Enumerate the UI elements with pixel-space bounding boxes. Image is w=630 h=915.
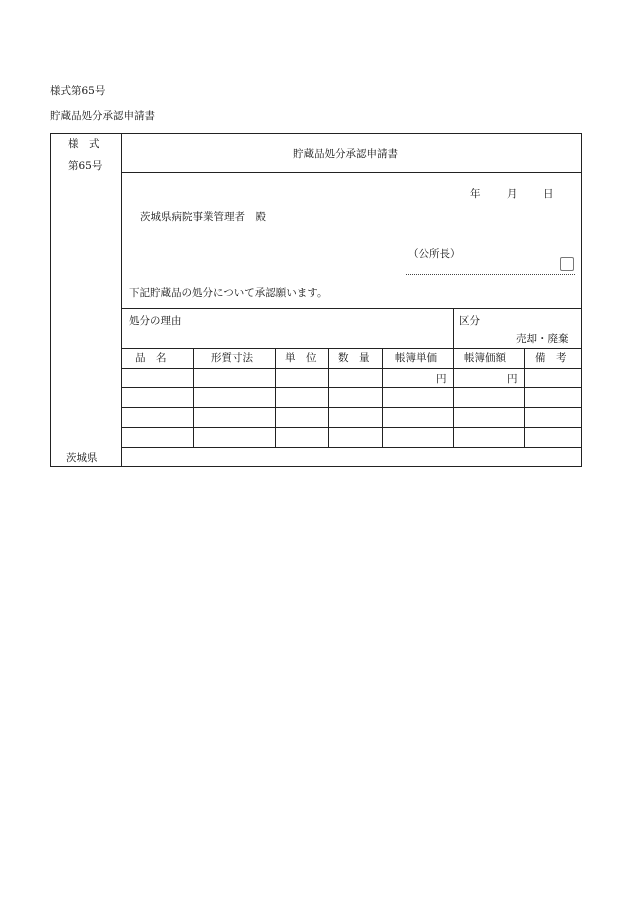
table-col-divider-4 bbox=[382, 348, 383, 448]
form-border-bottom bbox=[50, 466, 582, 467]
table-col-divider-2 bbox=[275, 348, 276, 448]
request-text: 下記貯蔵品の処分について承認願います。 bbox=[129, 287, 328, 299]
table-col-divider-1 bbox=[193, 348, 194, 448]
table-row-1-bottom bbox=[121, 387, 582, 388]
form-border-left bbox=[50, 133, 51, 467]
col-header-book-unit-price: 帳簿単価 bbox=[395, 352, 437, 364]
col-header-remarks: 備 考 bbox=[535, 352, 567, 364]
table-col-divider-6 bbox=[524, 348, 525, 448]
table-header-bottom bbox=[121, 368, 582, 369]
reason-row-bottom bbox=[121, 348, 582, 349]
left-label-style: 様 式 bbox=[68, 138, 100, 150]
col-header-dimensions: 形質寸法 bbox=[211, 352, 253, 364]
date-year-label: 年 bbox=[470, 188, 481, 200]
addressee: 茨城県病院事業管理者 殿 bbox=[140, 211, 266, 223]
col-header-book-value: 帳簿価額 bbox=[464, 352, 506, 364]
applicant-signature-line bbox=[406, 274, 575, 275]
form-border-right bbox=[581, 133, 582, 467]
left-label-number: 第65号 bbox=[68, 160, 103, 172]
category-label: 区分 bbox=[459, 315, 480, 327]
category-value: 売却・廃棄 bbox=[516, 333, 569, 345]
form-title: 貯蔵品処分承認申請書 bbox=[293, 148, 398, 160]
date-month-label: 月 bbox=[507, 188, 518, 200]
title-divider bbox=[121, 172, 582, 173]
book-unit-price-currency: 円 bbox=[436, 373, 447, 385]
request-divider bbox=[121, 308, 582, 309]
applicant-label: （公所長） bbox=[408, 248, 461, 260]
reason-category-divider bbox=[453, 308, 454, 348]
book-value-currency: 円 bbox=[507, 373, 518, 385]
table-row-2-bottom bbox=[121, 407, 582, 408]
left-column-divider bbox=[121, 133, 122, 467]
date-day-label: 日 bbox=[543, 188, 554, 200]
table-row-3-bottom bbox=[121, 427, 582, 428]
table-row-4-bottom bbox=[121, 447, 582, 448]
col-header-item-name: 品 名 bbox=[135, 352, 167, 364]
table-col-divider-3 bbox=[328, 348, 329, 448]
col-header-quantity: 数 量 bbox=[338, 352, 370, 364]
left-label-prefecture: 茨城県 bbox=[66, 452, 98, 464]
form-border-top bbox=[50, 133, 582, 134]
col-header-unit: 単 位 bbox=[285, 352, 317, 364]
form-number: 様式第65号 bbox=[50, 85, 106, 97]
reason-label: 処分の理由 bbox=[129, 315, 182, 327]
seal-box[interactable] bbox=[560, 257, 574, 271]
document-title: 貯蔵品処分承認申請書 bbox=[50, 110, 155, 122]
table-col-divider-5 bbox=[453, 348, 454, 448]
